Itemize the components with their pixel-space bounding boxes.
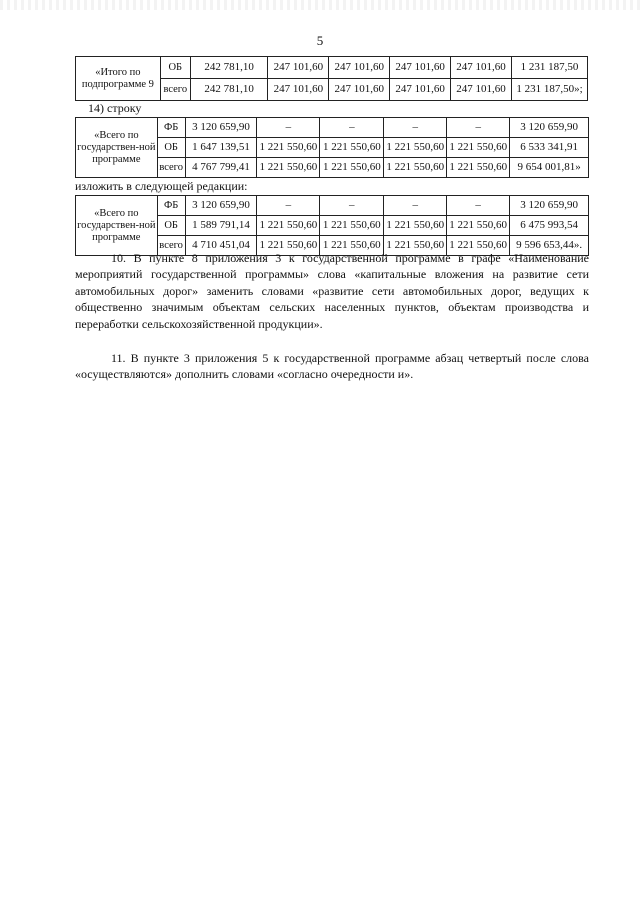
value-cell: –	[257, 118, 320, 138]
value-cell: 1 221 550,60	[320, 236, 384, 256]
source-cell: всего	[160, 79, 190, 101]
value-cell: 242 781,10	[190, 79, 268, 101]
value-cell: 1 221 550,60	[257, 216, 320, 236]
page-number: 5	[316, 33, 324, 48]
value-cell: 1 221 550,60	[447, 158, 510, 178]
row-name: «Всего по государствен-ной программе	[76, 118, 158, 178]
value-cell: 4 710 451,04	[185, 236, 257, 256]
total-cell: 1 231 187,50	[512, 57, 588, 79]
source-cell: ФБ	[157, 118, 185, 138]
value-cell: 1 221 550,60	[320, 138, 384, 158]
value-cell: –	[384, 118, 447, 138]
table-vsego-old	[75, 117, 589, 178]
total-cell: 9 654 001,81»	[510, 158, 589, 178]
value-cell: 3 120 659,90	[185, 196, 257, 216]
total-cell: 3 120 659,90	[510, 118, 589, 138]
value-cell: –	[320, 118, 384, 138]
paragraph-11-text: 11. В пункте 3 приложения 5 к государственной программе абзац четвертый после слова «осуществляются» дополнить словами «согласно очередности и».	[75, 351, 589, 382]
scan-artifact	[0, 0, 640, 10]
paragraph-11	[75, 350, 589, 383]
item-14-label: 14) строку	[88, 101, 142, 115]
total-cell: 6 533 341,91	[510, 138, 589, 158]
value-cell: 1 221 550,60	[257, 158, 320, 178]
total-cell: 6 475 993,54	[510, 216, 589, 236]
edit-instruction: изложить в следующей редакции:	[75, 179, 248, 193]
table-vsego-new	[75, 195, 589, 256]
value-cell: 1 221 550,60	[384, 138, 447, 158]
value-cell: 247 101,60	[451, 79, 512, 101]
value-cell: 1 221 550,60	[320, 216, 384, 236]
value-cell: –	[447, 118, 510, 138]
row-name: «Всего по государствен-ной программе	[76, 196, 158, 256]
value-cell: 1 221 550,60	[320, 158, 384, 178]
value-cell: 1 221 550,60	[447, 236, 510, 256]
source-cell: всего	[157, 236, 185, 256]
total-cell: 1 231 187,50»;	[512, 79, 588, 101]
row-name: «Итого по подпрограмме 9	[76, 57, 161, 101]
value-cell: 242 781,10	[190, 57, 268, 79]
value-cell: –	[447, 196, 510, 216]
value-cell: 4 767 799,41	[185, 158, 257, 178]
value-cell: 247 101,60	[268, 79, 329, 101]
total-cell: 9 596 653,44».	[510, 236, 589, 256]
source-cell: ОБ	[157, 138, 185, 158]
value-cell: 247 101,60	[268, 57, 329, 79]
value-cell: 1 221 550,60	[447, 216, 510, 236]
source-cell: всего	[157, 158, 185, 178]
value-cell: 247 101,60	[390, 79, 451, 101]
value-cell: 247 101,60	[390, 57, 451, 79]
value-cell: 1 221 550,60	[447, 138, 510, 158]
value-cell: 1 221 550,60	[384, 216, 447, 236]
value-cell: –	[384, 196, 447, 216]
value-cell: –	[320, 196, 384, 216]
total-cell: 3 120 659,90	[510, 196, 589, 216]
value-cell: 1 221 550,60	[257, 138, 320, 158]
paragraph-10	[75, 250, 589, 332]
value-cell: 3 120 659,90	[185, 118, 257, 138]
table-itogo	[75, 56, 588, 101]
value-cell: 1 221 550,60	[384, 158, 447, 178]
value-cell: 247 101,60	[329, 57, 390, 79]
source-cell: ОБ	[160, 57, 190, 79]
value-cell: 1 221 550,60	[257, 236, 320, 256]
paragraph-10-text: 10. В пункте 8 приложения 3 к государственной программе в графе «Наименование мероприятий государственной программы» слова «капитальные вложения на развитие сети автомобильных дорог» заменить словами «развитие сети автомобильных дорог, ведущих к общественно значимым объектам сельских населенных пунктов, объектам производства и переработки сельскохозяйственной продукции».	[75, 251, 589, 331]
value-cell: 1 647 139,51	[185, 138, 257, 158]
value-cell: –	[257, 196, 320, 216]
value-cell: 247 101,60	[451, 57, 512, 79]
value-cell: 1 589 791,14	[185, 216, 257, 236]
source-cell: ОБ	[157, 216, 185, 236]
value-cell: 1 221 550,60	[384, 236, 447, 256]
value-cell: 247 101,60	[329, 79, 390, 101]
source-cell: ФБ	[157, 196, 185, 216]
